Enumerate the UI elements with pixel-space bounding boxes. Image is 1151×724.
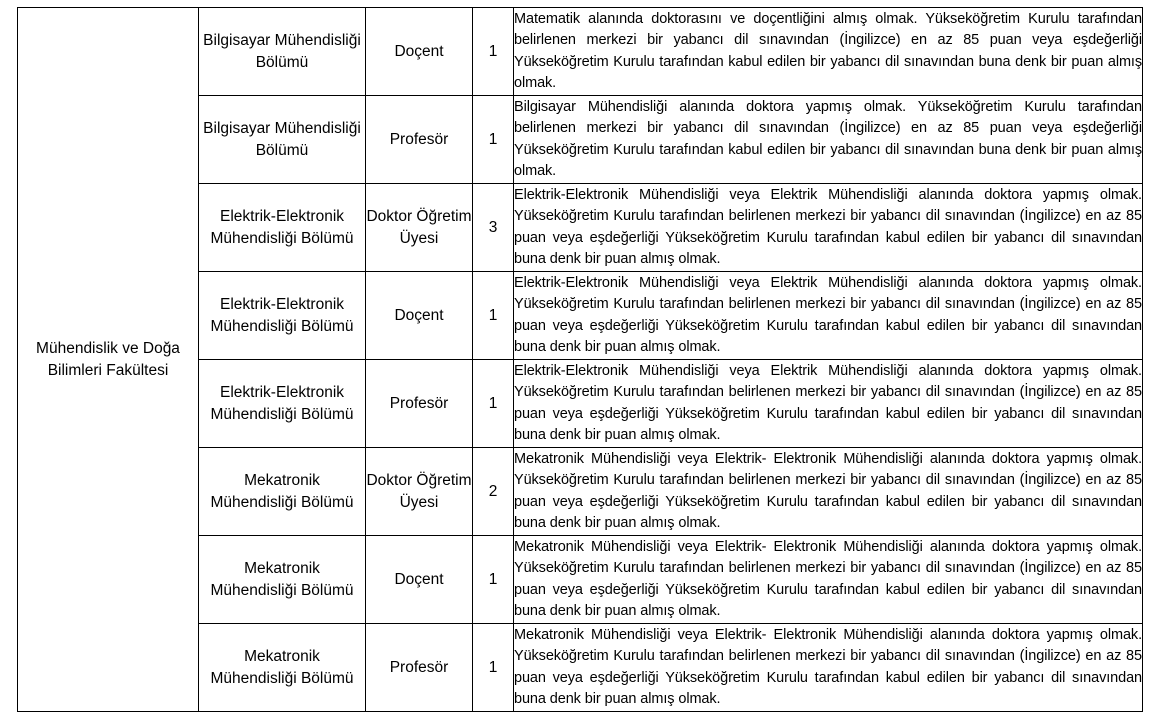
- faculty-cell: Mühendislik ve Doğa Bilimleri Fakültesi: [18, 8, 199, 712]
- department-cell: Bilgisayar Mühendisliği Bölümü: [199, 96, 366, 184]
- department-cell: Elektrik-Elektronik Mühendisliği Bölümü: [199, 360, 366, 448]
- staff-positions-table: [17, 7, 1143, 712]
- academic-title-cell: Profesör: [366, 96, 473, 184]
- academic-title-cell: Doçent: [366, 536, 473, 624]
- requirement-cell: Mekatronik Mühendisliği veya Elektrik- Elektronik Mühendisliği alanında doktora yapmış olmak. Yükseköğretim Kurulu tarafından belirlenen merkezi bir yabancı dil sınavından (İngilizce) en az 85 puan veya eşdeğerliği Yükseköğretim Kurulu tarafından kabul edilen bir yabancı dil sınavından buna denk bir puan almış olmak.: [514, 624, 1143, 712]
- position-count-cell: 2: [473, 448, 514, 536]
- position-count-cell: 3: [473, 184, 514, 272]
- requirement-cell: Elektrik-Elektronik Mühendisliği veya Elektrik Mühendisliği alanında doktora yapmış olmak. Yükseköğretim Kurulu tarafından belirlenen merkezi bir yabancı dil sınavından (İngilizce) en az 85 puan veya eşdeğerliği Yükseköğretim Kurulu tarafından kabul edilen bir yabancı dil sınavından buna denk bir puan almış olmak.: [514, 360, 1143, 448]
- position-count-cell: 1: [473, 360, 514, 448]
- position-count-cell: 1: [473, 272, 514, 360]
- department-cell: Mekatronik Mühendisliği Bölümü: [199, 624, 366, 712]
- academic-title-cell: Profesör: [366, 624, 473, 712]
- academic-title-cell: Doçent: [366, 272, 473, 360]
- position-count-cell: 1: [473, 624, 514, 712]
- requirement-cell: Elektrik-Elektronik Mühendisliği veya Elektrik Mühendisliği alanında doktora yapmış olmak. Yükseköğretim Kurulu tarafından belirlenen merkezi bir yabancı dil sınavından (İngilizce) en az 85 puan veya eşdeğerliği Yükseköğretim Kurulu tarafından kabul edilen bir yabancı dil sınavından buna denk bir puan almış olmak.: [514, 272, 1143, 360]
- requirement-cell: Elektrik-Elektronik Mühendisliği veya Elektrik Mühendisliği alanında doktora yapmış olmak. Yükseköğretim Kurulu tarafından belirlenen merkezi bir yabancı dil sınavından (İngilizce) en az 85 puan veya eşdeğerliği Yükseköğretim Kurulu tarafından kabul edilen bir yabancı dil sınavından buna denk bir puan almış olmak.: [514, 184, 1143, 272]
- department-cell: Mekatronik Mühendisliği Bölümü: [199, 448, 366, 536]
- academic-title-cell: Doçent: [366, 8, 473, 96]
- position-count-cell: 1: [473, 536, 514, 624]
- academic-title-cell: Profesör: [366, 360, 473, 448]
- table-row: [18, 8, 1143, 96]
- department-cell: Elektrik-Elektronik Mühendisliği Bölümü: [199, 272, 366, 360]
- department-cell: Mekatronik Mühendisliği Bölümü: [199, 536, 366, 624]
- requirement-cell: Mekatronik Mühendisliği veya Elektrik- Elektronik Mühendisliği alanında doktora yapmış olmak. Yükseköğretim Kurulu tarafından belirlenen merkezi bir yabancı dil sınavından (İngilizce) en az 85 puan veya eşdeğerliği Yükseköğretim Kurulu tarafından kabul edilen bir yabancı dil sınavından buna denk bir puan almış olmak.: [514, 448, 1143, 536]
- academic-title-cell: Doktor Öğretim Üyesi: [366, 448, 473, 536]
- position-count-cell: 1: [473, 96, 514, 184]
- department-cell: Bilgisayar Mühendisliği Bölümü: [199, 8, 366, 96]
- academic-title-cell: Doktor Öğretim Üyesi: [366, 184, 473, 272]
- requirement-cell: Bilgisayar Mühendisliği alanında doktora yapmış olmak. Yükseköğretim Kurulu tarafından belirlenen merkezi bir yabancı dil sınavından (İngilizce) en az 85 puan veya eşdeğerliği Yükseköğretim Kurulu tarafından kabul edilen bir yabancı dil sınavından buna denk bir puan almış olmak.: [514, 96, 1143, 184]
- position-count-cell: 1: [473, 8, 514, 96]
- department-cell: Elektrik-Elektronik Mühendisliği Bölümü: [199, 184, 366, 272]
- requirement-cell: Mekatronik Mühendisliği veya Elektrik- Elektronik Mühendisliği alanında doktora yapmış olmak. Yükseköğretim Kurulu tarafından belirlenen merkezi bir yabancı dil sınavından (İngilizce) en az 85 puan veya eşdeğerliği Yükseköğretim Kurulu tarafından kabul edilen bir yabancı dil sınavından buna denk bir puan almış olmak.: [514, 536, 1143, 624]
- requirement-cell: Matematik alanında doktorasını ve doçentliğini almış olmak. Yükseköğretim Kurulu tarafından belirlenen merkezi bir yabancı dil sınavından (İngilizce) en az 85 puan veya eşdeğerliği Yükseköğretim Kurulu tarafından kabul edilen bir yabancı dil sınavından buna denk bir puan almış olmak.: [514, 8, 1143, 96]
